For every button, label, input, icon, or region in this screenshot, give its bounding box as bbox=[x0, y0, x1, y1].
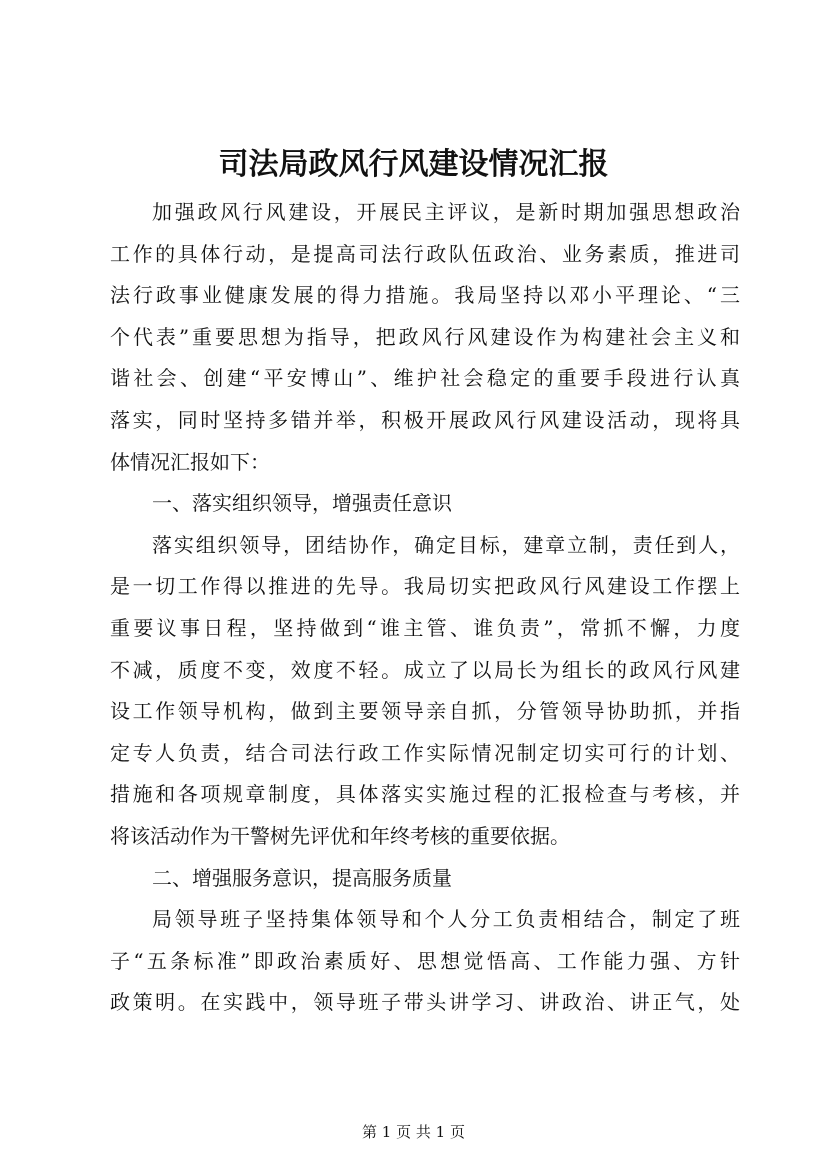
section-heading: 二、增强服务意识，提高服务质量 bbox=[152, 865, 452, 890]
document-body bbox=[110, 192, 740, 1024]
paragraph-line: 政策明。在实践中，领导班子带头讲学习、讲政治、讲正气，处 bbox=[110, 990, 740, 1015]
paragraph-line: 落实，同时坚持多错并举，积极开展政风行风建设活动，现将具 bbox=[110, 407, 740, 432]
paragraph-line: 谐社会、创建“平安博山”、维护社会稳定的重要手段进行认真 bbox=[110, 366, 740, 391]
page-footer: 第 1 页 共 1 页 bbox=[362, 1123, 465, 1141]
paragraph-line: 子“五条标准”即政治素质好、思想觉悟高、工作能力强、方针 bbox=[110, 948, 740, 973]
paragraph-line: 工作的具体行动，是提高司法行政队伍政治、业务素质，推进司 bbox=[110, 241, 740, 266]
paragraph-line: 措施和各项规章制度，具体落实实施过程的汇报检查与考核，并 bbox=[110, 782, 740, 807]
section-heading: 一、落实组织领导，增强责任意识 bbox=[152, 491, 452, 516]
paragraph-line: 将该活动作为干警树先评优和年终考核的重要依据。 bbox=[110, 823, 570, 848]
paragraph-line: 个代表”重要思想为指导，把政风行风建设作为构建社会主义和 bbox=[110, 324, 740, 349]
paragraph-line: 法行政事业健康发展的得力措施。我局坚持以邓小平理论、“三 bbox=[110, 283, 740, 308]
paragraph-line: 重要议事日程，坚持做到“谁主管、谁负责”，常抓不懈，力度 bbox=[110, 615, 740, 640]
paragraph-line: 是一切工作得以推进的先导。我局切实把政风行风建设工作摆上 bbox=[110, 574, 740, 599]
paragraph-line: 设工作领导机构，做到主要领导亲自抓，分管领导协助抓，并指 bbox=[110, 699, 740, 724]
paragraph-line: 加强政风行风建设，开展民主评议，是新时期加强思想政治 bbox=[152, 200, 740, 224]
paragraph-line: 落实组织领导，团结协作，确定目标，建章立制，责任到人， bbox=[152, 532, 740, 557]
document-title: 司法局政风行风建设情况汇报 bbox=[218, 147, 609, 182]
paragraph-line: 体情况汇报如下： bbox=[110, 449, 270, 474]
paragraph-line: 局领导班子坚持集体领导和个人分工负责相结合，制定了班 bbox=[152, 907, 740, 932]
paragraph-line: 不减，质度不变，效度不轻。成立了以局长为组长的政风行风建 bbox=[110, 657, 740, 682]
paragraph-line: 定专人负责，结合司法行政工作实际情况制定切实可行的计划、 bbox=[110, 740, 740, 765]
